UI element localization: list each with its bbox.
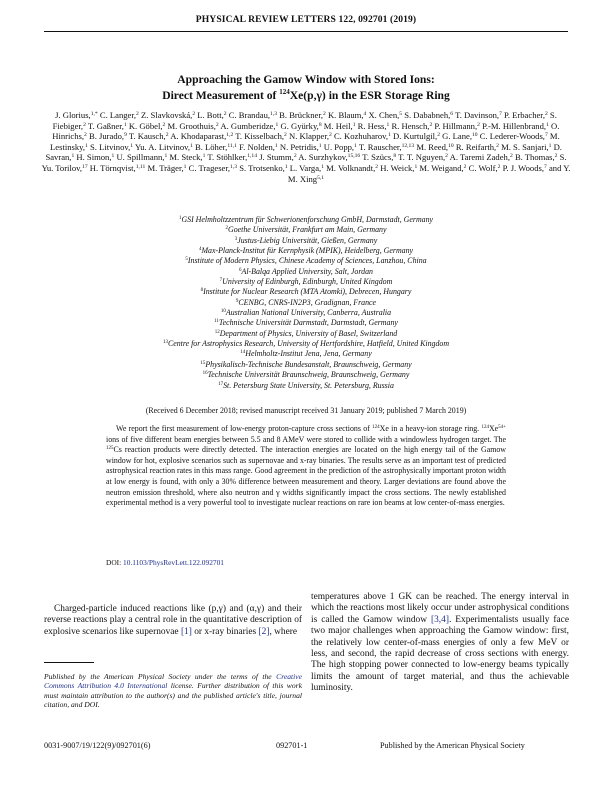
author-name: P. J. Woods, xyxy=(502,162,544,173)
affiliation-number: 8 xyxy=(200,288,204,294)
author xyxy=(76,152,114,162)
author-affiliation-marker: 2 xyxy=(554,153,558,160)
author xyxy=(229,110,277,120)
doi-link[interactable]: 10.1103/PhysRevLett.122.092701 xyxy=(123,558,224,567)
author-affiliation-marker: 2 xyxy=(293,153,297,160)
author-affiliation-marker: 7 xyxy=(544,132,548,139)
author-name: M. Weigand, xyxy=(419,162,464,173)
author-name: A. Gumberidze, xyxy=(220,120,276,131)
author-affiliation-marker: 2 xyxy=(215,121,219,128)
license-link[interactable]: Creative Commons Attribution 4.0 International xyxy=(44,672,302,691)
author-affiliation-marker: 1 xyxy=(202,153,206,160)
author xyxy=(380,163,417,173)
title-line-2 xyxy=(0,86,612,102)
author-name: F. Nolden, xyxy=(239,141,275,152)
affiliation xyxy=(40,308,572,318)
author-name: S. Dababneh, xyxy=(404,110,451,120)
author-name: T. Davinson, xyxy=(455,110,500,120)
author-affiliation-marker: 17 xyxy=(82,163,88,170)
author-affiliation-marker: 4 xyxy=(363,111,367,117)
author xyxy=(442,131,477,141)
author-affiliation-marker: 2 xyxy=(509,153,513,160)
author-affiliation-marker: 1 xyxy=(190,142,193,149)
author-name: C. Trageser, xyxy=(188,162,231,173)
author-name: G. Lane, xyxy=(442,131,472,142)
author-name: C. Lederer-Woods, xyxy=(479,131,545,142)
author-affiliation-marker: 2 xyxy=(463,163,467,170)
author-affiliation-marker: 1 xyxy=(71,153,75,160)
author-affiliation-marker: 2 xyxy=(322,111,326,117)
author-affiliation-marker: 1 xyxy=(85,142,88,149)
author-name: M. Reed, xyxy=(416,141,449,152)
author-affiliation-marker: 1 xyxy=(164,153,168,160)
affiliation-number: 16 xyxy=(202,371,208,377)
author-affiliation-marker: 9 xyxy=(124,132,127,139)
author xyxy=(324,142,357,152)
affiliation xyxy=(40,246,572,256)
affiliation-number: 13 xyxy=(162,340,168,346)
author-affiliation-marker: 10 xyxy=(471,132,478,139)
author xyxy=(334,131,391,141)
affiliation-number: 12 xyxy=(214,329,220,335)
author xyxy=(90,163,146,173)
author-name: M. Volknandt, xyxy=(326,162,376,173)
author-name: J. Glorius, xyxy=(55,110,91,120)
author-name: C. Brandau, xyxy=(228,110,271,120)
affiliation-text: CENBG, CNRS-IN2P3, Gradignan, France xyxy=(238,297,377,307)
reference-link[interactable]: [2] xyxy=(258,626,270,637)
author xyxy=(279,110,326,120)
footer-code: 0031-9007/19/122(9)/092701(6) xyxy=(44,741,151,750)
footnote-text: Published by the American Physical Society under the terms of the xyxy=(44,672,277,681)
author xyxy=(147,163,186,173)
affiliation-number: 2 xyxy=(225,226,229,232)
author-name: T. Szücs, xyxy=(362,152,394,163)
author-name: B. Jurado, xyxy=(88,131,125,142)
author xyxy=(328,110,366,120)
affiliation xyxy=(40,339,572,349)
affiliation-text: Justus-Liebig Universität, Gießen, Germany xyxy=(237,235,378,245)
author xyxy=(280,142,322,152)
author-affiliation-marker: 1 xyxy=(354,142,357,149)
author xyxy=(129,131,169,141)
author xyxy=(100,110,139,120)
author xyxy=(326,163,378,173)
abstract-sup: 125 xyxy=(106,446,114,452)
author-affiliation-marker: 7 xyxy=(499,111,502,117)
reference-link[interactable]: [3,4] xyxy=(430,614,449,625)
body-text: . Experimentalists usually face two major challenges when approaching the Gamow window: first, the relatively low center-of-mass energies of only a few MeV or less, and second, the rapid decrease of cross sections with energy. The high stopping power connected to low-energy beams typically limits the amount of target material, and thus the achievable luminosity. xyxy=(311,614,569,694)
author-affiliation-marker: 1 xyxy=(318,142,322,149)
author-name: P. Hillmann, xyxy=(434,120,478,131)
author-name: T. Rauscher, xyxy=(358,141,402,152)
author-affiliation-marker: 2 xyxy=(477,121,480,128)
author xyxy=(450,152,513,162)
author xyxy=(455,110,502,120)
author-name: M. Groothuis, xyxy=(167,120,216,131)
affiliation-number: 17 xyxy=(218,381,224,387)
author xyxy=(88,121,127,131)
author xyxy=(220,121,278,131)
author xyxy=(501,142,551,152)
author-name: X. Chen, xyxy=(368,110,400,120)
affiliation-text: Technische Universität Darmstadt, Darmstadt, Germany xyxy=(218,318,398,328)
affiliation xyxy=(40,370,572,380)
author-affiliation-marker: 2 xyxy=(83,121,86,128)
affiliation-list xyxy=(40,215,572,391)
author-affiliation-marker: 2 xyxy=(496,142,499,149)
affiliation xyxy=(40,225,572,235)
author xyxy=(515,152,558,162)
author xyxy=(393,131,440,141)
author-name: B. Brückner, xyxy=(279,110,323,120)
author xyxy=(189,163,237,173)
author-affiliation-marker: 2 xyxy=(329,132,332,139)
author xyxy=(503,163,547,173)
author-name: L. Varga, xyxy=(289,162,322,173)
author xyxy=(456,142,499,152)
affiliation-text: Max-Planck-Institut für Kernphysik (MPIK), Heidelberg, Germany xyxy=(201,246,414,256)
author-name: T. Stöhlker, xyxy=(207,152,248,163)
author-name: N. Petridis, xyxy=(279,141,319,152)
author-affiliation-marker: 2 xyxy=(429,121,433,128)
author xyxy=(359,142,414,152)
author xyxy=(207,152,257,162)
author-name: H. Simon, xyxy=(76,152,112,163)
author xyxy=(89,131,127,141)
affiliation-number: 10 xyxy=(220,309,226,315)
affiliation xyxy=(40,381,572,391)
author-affiliation-marker: 2 xyxy=(445,153,448,160)
author-name: M. Heil, xyxy=(323,120,353,131)
affiliation xyxy=(40,298,572,308)
author xyxy=(239,163,287,173)
author-name: K. Göbel, xyxy=(128,120,163,131)
author-affiliation-marker: 1 xyxy=(275,121,279,128)
author xyxy=(195,142,237,152)
author-name: U. Spillmann, xyxy=(116,152,165,163)
author-name: M. S. Sanjari, xyxy=(501,141,549,152)
author-name: H. Törnqvist, xyxy=(89,162,136,173)
author-name: P. Erbacher, xyxy=(504,110,545,120)
author xyxy=(482,121,549,131)
abstract-text: Xe xyxy=(488,424,499,433)
author-name: T. Kausch, xyxy=(128,131,166,142)
author xyxy=(129,121,165,131)
author-affiliation-marker: 1 xyxy=(386,121,390,128)
author-affiliation-marker: 1,3 xyxy=(270,111,278,117)
author-name: and Y. M. Xing xyxy=(287,162,571,184)
affiliation-text: Al-Balqa Applied University, Salt, Jordan xyxy=(241,266,373,276)
author-affiliation-marker: 1 xyxy=(414,163,418,170)
author-affiliation-marker: 2 xyxy=(284,132,287,139)
running-head: PHYSICAL REVIEW LETTERS 122, 092701 (2019) xyxy=(195,14,417,25)
author xyxy=(135,142,193,152)
author xyxy=(469,163,501,173)
author-name: C. Kozhuharov, xyxy=(333,131,389,142)
author xyxy=(259,152,296,162)
author xyxy=(290,163,324,173)
author xyxy=(391,121,432,131)
affiliation-number: 7 xyxy=(219,278,223,284)
author-affiliation-marker: 1,2 xyxy=(226,132,234,139)
affiliation-text: Physikalisch-Technische Bundesanstalt, Braunschweig, Germany xyxy=(205,359,412,369)
author-affiliation-marker: 1 xyxy=(130,142,134,149)
author-name: M. Lestinsky, xyxy=(50,131,560,152)
body-column-right xyxy=(311,592,569,695)
author-name: Yu. A. Litvinov, xyxy=(134,141,191,152)
abstract-text: Cs reaction products were directly detected. The interaction energies are located on the high energy tail of the Gamow window for hot, explosive scenarios such as supernovae and x-ray binaries. The results serve as an important test of predicted astrophysical reaction rates in this mass range. Good agreement in the prediction of the astrophysically important proton width at low energy is found, with only a 30% difference between measurement and theory. Larger deviations are found above the neutron emission threshold, where also neutron and γ widths significantly impact the cross sections. The newly established experimental method is a very powerful tool to investigate nuclear reactions on rare ion beams at low center-of-mass energies. xyxy=(106,445,506,508)
author-name: T. Kisselbach, xyxy=(235,131,285,142)
affiliation xyxy=(40,256,572,266)
affiliation-text: Centre for Astrophysics Research, University of Hertfordshire, Hatfield, United Kingdom xyxy=(167,339,450,349)
author-name: A. Surzhykov, xyxy=(298,152,348,163)
author-affiliation-marker: 1,14 xyxy=(247,153,258,160)
title-line-2-prefix: Direct Measurement of xyxy=(162,88,280,102)
author-name: U. Popp, xyxy=(323,141,355,152)
received-dates: (Received 6 December 2018; revised manuscript received 31 January 2019; published 7 March 2019) xyxy=(145,406,467,415)
affiliation-number: 15 xyxy=(200,360,206,366)
author-name: N. Klapper, xyxy=(289,131,329,142)
author xyxy=(235,131,287,141)
isotope-mass-number: 124 xyxy=(279,88,290,96)
author xyxy=(324,121,356,131)
footnote-rule xyxy=(44,662,94,663)
body-text: temperatures above 1 GK can be reached. The energy interval in which the reactions most likely occur under astrophysical conditions is called the Gamow window xyxy=(311,592,569,625)
author-affiliation-marker: 1 xyxy=(546,121,549,128)
abstract-sup: 54+ xyxy=(498,425,506,430)
doi xyxy=(106,558,224,567)
author xyxy=(90,142,133,152)
affiliation-text: Helmholtz-Institut Jena, Jena, Germany xyxy=(245,349,372,359)
author-name: T. Gaßner, xyxy=(87,120,124,131)
author-name: S. Litvinov, xyxy=(90,141,131,152)
author-affiliation-marker: 2 xyxy=(165,132,169,139)
author-name: O. Hinrichs, xyxy=(52,120,560,142)
body-text: , where xyxy=(269,626,298,637)
doi-label: DOI: xyxy=(106,558,124,567)
author xyxy=(280,121,321,131)
author-affiliation-marker: 11,1 xyxy=(227,142,237,149)
affiliation-number: 9 xyxy=(235,298,239,304)
author-affiliation-marker: 2 xyxy=(544,111,548,117)
author-affiliation-marker: 1 xyxy=(352,121,356,128)
author-affiliation-marker: 12,13 xyxy=(401,142,415,149)
author-affiliation-marker: 1 xyxy=(548,142,552,149)
author xyxy=(298,152,360,162)
author xyxy=(116,152,167,162)
abstract-sup: 124 xyxy=(481,425,489,430)
author-affiliation-marker: 1,11 xyxy=(135,163,146,170)
author xyxy=(368,110,402,120)
author-name: B. Löher, xyxy=(194,141,228,152)
affiliation xyxy=(40,318,572,328)
author-affiliation-marker: 1,3 xyxy=(230,163,238,170)
author-affiliation-marker: 1 xyxy=(123,121,127,128)
author-name: S. Yu. Torilov, xyxy=(41,152,567,173)
author-name: R. Hess, xyxy=(357,120,387,131)
author-affiliation-marker: 15,16 xyxy=(347,153,361,160)
author-affiliation-marker: 5 xyxy=(399,111,403,117)
author xyxy=(480,131,548,141)
author-name: P.-M. Hillenbrand, xyxy=(482,120,547,131)
affiliation xyxy=(40,267,572,277)
author-affiliation-marker: 8 xyxy=(318,121,322,128)
title-line-2-suffix: Xe(p,γ) in the ESR Storage Ring xyxy=(289,88,450,102)
affiliation xyxy=(40,215,572,225)
article-title xyxy=(0,73,612,102)
affiliation-number: 14 xyxy=(240,350,246,356)
author-name: G. Gyürky, xyxy=(280,120,319,131)
header-rule xyxy=(44,31,568,32)
author-affiliation-marker: 1 xyxy=(274,142,278,149)
author xyxy=(141,110,195,120)
footnote-text: license. Further distribution of this work must maintain attribution to the author(s) and the published article's title, journal citation, and DOI. xyxy=(44,681,302,709)
author-name: L. Bott, xyxy=(197,110,224,120)
author-name: R. Hensch, xyxy=(391,120,430,131)
affiliation-text: Institute for Nuclear Research (MTA Atomki), Debrecen, Hungary xyxy=(203,287,412,297)
affiliation-number: 6 xyxy=(239,267,242,273)
author-affiliation-marker: 2 xyxy=(84,132,87,139)
author-name: B. Thomas, xyxy=(514,152,555,163)
affiliation xyxy=(40,236,572,246)
affiliation-number: 11 xyxy=(214,319,219,325)
author-name: M. Träger, xyxy=(147,162,184,173)
author xyxy=(434,121,480,131)
affiliation-text: St. Petersburg State University, St. Petersburg, Russia xyxy=(223,380,394,390)
author-name: D. Kurtulgil, xyxy=(393,131,438,142)
author-name: Z. Slavkovská, xyxy=(140,110,193,120)
author-affiliation-marker: 1 xyxy=(111,153,115,160)
body-text: or x-ray binaries xyxy=(191,626,259,637)
author xyxy=(416,142,453,152)
abstract-text: ions of five different beam energies between 5.5 and 8 AMeV were stored to collide with a windowless hydrogen target. The xyxy=(106,434,506,444)
affiliation-number: 1 xyxy=(178,216,182,221)
author xyxy=(419,163,466,173)
affiliation-text: Goethe Universität, Frankfurt am Main, Germany xyxy=(228,225,387,235)
author-affiliation-marker: 2 xyxy=(162,121,166,128)
affiliation-text: Institute of Modern Physics, Chinese Academy of Sciences, Lanzhou, China xyxy=(187,256,427,266)
author xyxy=(289,131,332,141)
affiliation-number: 3 xyxy=(234,236,238,242)
affiliation xyxy=(40,360,572,370)
author-name: K. Blaum, xyxy=(327,110,364,120)
author-affiliation-marker: 2 xyxy=(375,163,379,170)
author xyxy=(362,152,396,162)
author xyxy=(398,152,448,162)
author-name: R. Reifarth, xyxy=(455,141,497,152)
author-name: D. Savran, xyxy=(45,141,562,163)
affiliation-number: 4 xyxy=(198,247,202,253)
author-affiliation-marker: 1 xyxy=(321,163,324,170)
author-affiliation-marker: 2 xyxy=(136,111,139,117)
author-affiliation-marker: 2 xyxy=(437,132,440,139)
author-affiliation-marker: 2 xyxy=(497,163,501,170)
body-column-left xyxy=(44,604,302,638)
abstract-text: Xe in a heavy-ion storage ring. xyxy=(379,424,482,433)
affiliation xyxy=(40,349,572,359)
publisher: Published by the American Physical Society xyxy=(380,741,525,750)
author-name: J. Stumm, xyxy=(259,152,294,163)
reference-link[interactable]: [1] xyxy=(180,626,192,637)
author-affiliation-marker: 8 xyxy=(393,153,397,160)
body-text: Charged-particle induced reactions like (p,γ) and (α,γ) and their reverse reactions play a central role in the quantitative description of explosive scenarios like supernovae xyxy=(44,604,302,637)
author-affiliation-marker: 1 xyxy=(284,163,288,170)
abstract-text: We report the first measurement of low-energy proton-capture cross sections of xyxy=(116,424,373,433)
author-name: S. Fiebiger, xyxy=(52,110,557,131)
license-footnote xyxy=(44,672,302,709)
author-affiliation-marker: 5,1 xyxy=(317,174,325,181)
author xyxy=(167,121,218,131)
affiliation-text: Technische Universität Braunschweig, Braunschweig, Germany xyxy=(207,370,410,380)
author-name: S. Trotsenko, xyxy=(239,162,285,173)
affiliation-text: University of Edinburgh, Edinburgh, United Kingdom xyxy=(222,277,393,287)
author xyxy=(197,110,226,120)
author-name: C. Wolf, xyxy=(468,162,498,173)
author-name: C. Langer, xyxy=(99,110,137,120)
abstract xyxy=(106,424,506,509)
author-affiliation-marker: 2 xyxy=(192,111,196,117)
author-affiliation-marker: 1 xyxy=(183,163,187,170)
author-list xyxy=(40,110,572,184)
affiliation-number: 5 xyxy=(185,257,188,263)
affiliation-text: Department of Physics, University of Basel, Switzerland xyxy=(219,328,398,338)
author-name: H. Weick, xyxy=(380,162,415,173)
affiliation xyxy=(40,287,572,297)
author-affiliation-marker: 6 xyxy=(450,111,454,117)
author xyxy=(55,110,98,120)
author-name: T. T. Nguyen, xyxy=(398,152,446,163)
author xyxy=(404,110,453,120)
author xyxy=(170,131,233,141)
author-affiliation-marker: 7 xyxy=(544,163,547,170)
author xyxy=(239,142,278,152)
author-affiliation-marker: 1,* xyxy=(90,111,98,117)
author-affiliation-marker: 1 xyxy=(388,132,391,139)
author-name: A. Taremi Zadeh, xyxy=(449,152,510,163)
author xyxy=(358,121,390,131)
author xyxy=(504,110,548,120)
page-number: 092701-1 xyxy=(276,741,308,750)
affiliation xyxy=(40,277,572,287)
author-affiliation-marker: 10 xyxy=(448,142,454,149)
title-line-1: Approaching the Gamow Window with Stored Ions: xyxy=(177,73,435,86)
abstract-sup: 124 xyxy=(372,425,380,430)
affiliation xyxy=(40,329,572,339)
affiliation-text: GSI Helmholtzzentrum für Schwerionenforschung GmbH, Darmstadt, Germany xyxy=(181,215,434,224)
affiliation-text: Australian National University, Canberra, Australia xyxy=(225,308,392,318)
author-affiliation-marker: 2 xyxy=(223,111,227,117)
author-name: A. Khodaparast, xyxy=(170,131,227,142)
author xyxy=(169,152,205,162)
author-name: M. Steck, xyxy=(169,152,203,163)
